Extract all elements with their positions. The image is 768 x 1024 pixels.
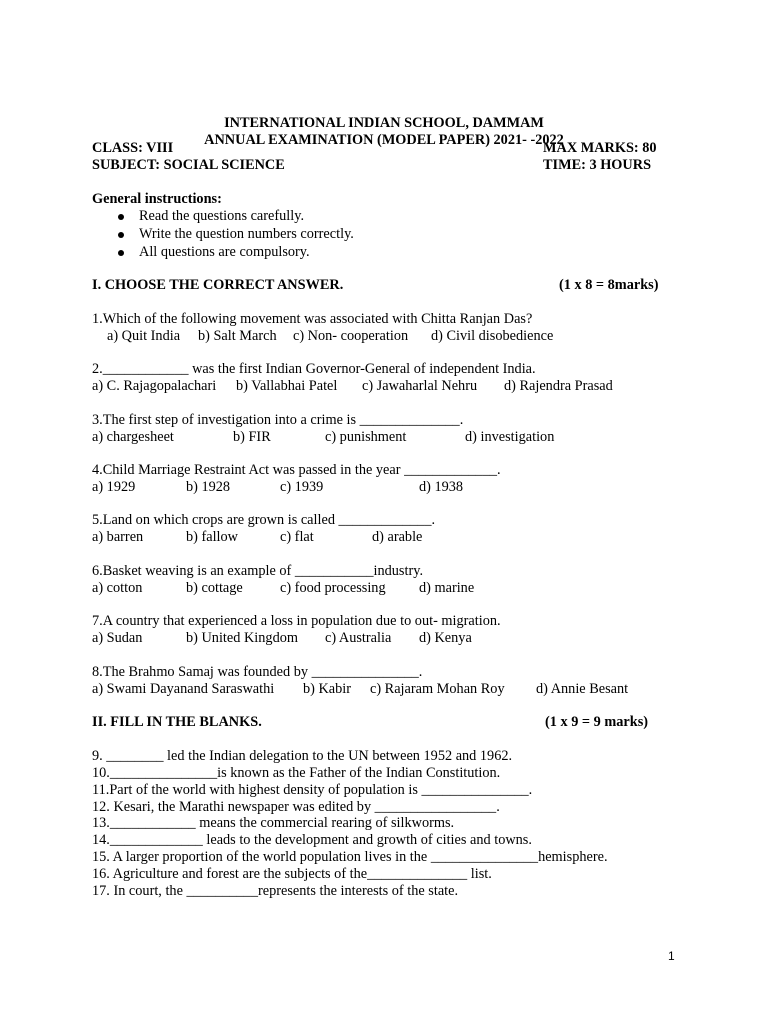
section1-marks: (1 x 8 = 8marks) (559, 277, 659, 293)
option: b) cottage (186, 580, 243, 596)
instructions-title: General instructions: (92, 191, 222, 207)
fill-blank-item: 16. Agriculture and forest are the subjects of the______________ list. (92, 866, 492, 882)
option: a) Sudan (92, 630, 143, 646)
option: c) punishment (325, 429, 407, 445)
question-text: 7.A country that experienced a loss in population due to out- migration. (92, 613, 501, 629)
fill-blank-item: 17. In court, the __________represents the interests of the state. (92, 883, 459, 899)
option: c) Jawaharlal Nehru (362, 378, 478, 394)
option: a) chargesheet (92, 429, 174, 445)
option: a) barren (92, 529, 144, 545)
instruction-item: All questions are compulsory. (139, 244, 310, 260)
option: a) Swami Dayanand Saraswathi (92, 681, 275, 697)
option: b) FIR (233, 429, 271, 445)
option: b) Salt March (198, 328, 277, 344)
class-label: CLASS: VIII (92, 140, 174, 156)
fill-blank-item: 13.____________ means the commercial rearing of silkworms. (92, 815, 455, 831)
option: c) Australia (325, 630, 392, 646)
section2-marks: (1 x 9 = 9 marks) (545, 714, 649, 730)
option: d) investigation (465, 429, 555, 445)
option: b) Vallabhai Patel (236, 378, 338, 394)
fill-blank-item: 11.Part of the world with highest density of population is _______________. (92, 782, 533, 798)
fill-blank-item: 12. Kesari, the Marathi newspaper was edited by _________________. (92, 799, 500, 815)
instruction-item: Read the questions carefully. (139, 208, 305, 224)
instruction-item: Write the question numbers correctly. (139, 226, 354, 242)
question-text: 6.Basket weaving is an example of ___________industry. (92, 563, 424, 579)
question-text: 3.The first step of investigation into a crime is ______________. (92, 412, 464, 428)
option: b) fallow (186, 529, 239, 545)
bullet-icon (118, 250, 124, 256)
option: a) cotton (92, 580, 143, 596)
option: d) arable (372, 529, 423, 545)
question-text: 4.Child Marriage Restraint Act was passed in the year _____________. (92, 462, 501, 478)
option: d) Civil disobedience (431, 328, 554, 344)
fill-blank-item: 14._____________ leads to the development and growth of cities and towns. (92, 832, 532, 848)
subject-label: SUBJECT: SOCIAL SCIENCE (92, 157, 285, 173)
option: a) 1929 (92, 479, 136, 495)
option: a) Quit India (107, 328, 181, 344)
option: b) United Kingdom (186, 630, 298, 646)
option: c) Non- cooperation (293, 328, 409, 344)
option: c) Rajaram Mohan Roy (370, 681, 505, 697)
option: d) Annie Besant (536, 681, 629, 697)
fill-blank-item: 10._______________is known as the Father of the Indian Constitution. (92, 765, 501, 781)
question-text: 1.Which of the following movement was associated with Chitta Ranjan Das? (92, 311, 533, 327)
page-number: 1 (668, 949, 675, 963)
option: d) 1938 (419, 479, 464, 495)
question-text: 2.____________ was the first Indian Governor-General of independent India. (92, 361, 536, 377)
option: b) 1928 (186, 479, 231, 495)
option: c) flat (280, 529, 314, 545)
bullet-icon (118, 214, 124, 220)
option: b) Kabir (303, 681, 352, 697)
option: d) Rajendra Prasad (504, 378, 613, 394)
fill-blank-item: 9. ________ led the Indian delegation to the UN between 1952 and 1962. (92, 748, 513, 764)
question-text: 5.Land on which crops are grown is called _____________. (92, 512, 436, 528)
school-name: INTERNATIONAL INDIAN SCHOOL, DAMMAM (224, 115, 544, 131)
max-marks: MAX MARKS: 80 (543, 140, 657, 156)
option: a) C. Rajagopalachari (92, 378, 217, 394)
section1-heading: I. CHOOSE THE CORRECT ANSWER. (92, 277, 344, 293)
option: d) marine (419, 580, 475, 596)
exam-title: ANNUAL EXAMINATION (MODEL PAPER) 2021- -2022 (204, 132, 564, 148)
question-text: 8.The Brahmo Samaj was founded by _______________. (92, 664, 423, 680)
option: c) food processing (280, 580, 386, 596)
option: c) 1939 (280, 479, 324, 495)
fill-blank-item: 15. A larger proportion of the world population lives in the _______________hemisphere. (92, 849, 608, 865)
section2-heading: II. FILL IN THE BLANKS. (92, 714, 262, 730)
option: d) Kenya (419, 630, 472, 646)
bullet-icon (118, 232, 124, 238)
time-label: TIME: 3 HOURS (543, 157, 652, 173)
